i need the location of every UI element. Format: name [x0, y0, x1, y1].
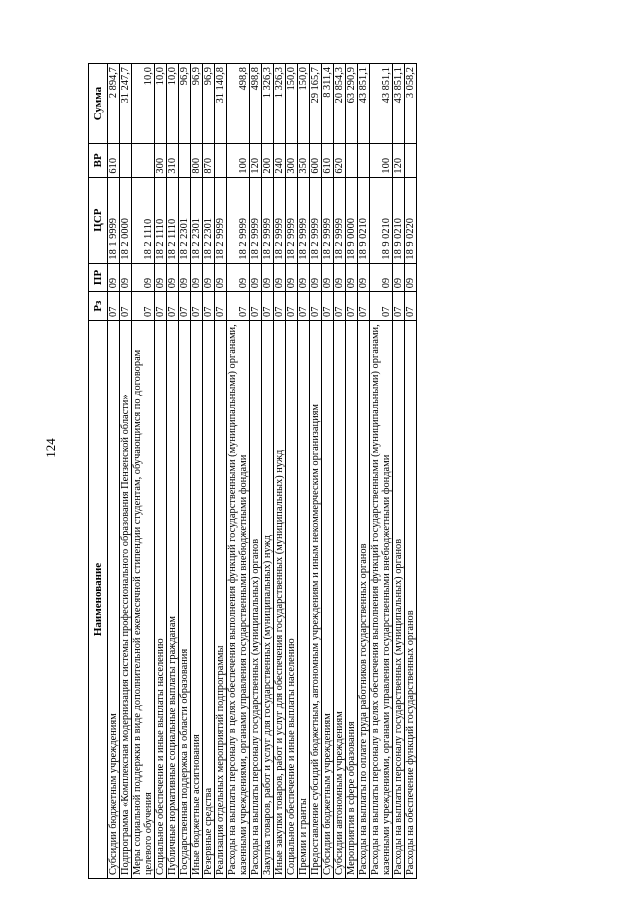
row-name: Публичные нормативные социальные выплаты гражданам [167, 320, 179, 878]
row-sum: 31 140,8 [215, 64, 227, 144]
row-rz: 07 [108, 292, 120, 321]
row-pr: 09 [155, 263, 167, 292]
row-rz: 07 [370, 292, 393, 321]
row-rz: 07 [334, 292, 346, 321]
row-pr: 09 [179, 263, 191, 292]
header-rz: Рз [89, 292, 108, 321]
row-sum: 498,8 [250, 64, 262, 144]
row-rz: 07 [274, 292, 286, 321]
header-vr: ВР [89, 144, 108, 177]
row-rz: 07 [358, 292, 370, 321]
row-vr: 870 [203, 144, 215, 177]
row-name: Расходы на выплаты персоналу государственных (муниципальных) органов [250, 320, 262, 878]
row-csr: 18 2 2301 [191, 177, 203, 263]
row-csr: 18 2 1110 [132, 177, 155, 263]
row-rz: 07 [179, 292, 191, 321]
row-vr: 310 [167, 144, 179, 177]
table-row [322, 64, 334, 879]
row-pr: 09 [393, 263, 405, 292]
table-row [227, 64, 250, 879]
row-name: Расходы на выплаты персоналу государственных (муниципальных) органов [393, 320, 405, 878]
row-csr: 18 2 9999 [227, 177, 250, 263]
row-vr: 610 [108, 144, 120, 177]
row-sum: 1 326,3 [274, 64, 286, 144]
table-row [334, 64, 346, 879]
table-row [167, 64, 179, 879]
row-vr: 600 [310, 144, 322, 177]
table-row [346, 64, 358, 879]
row-sum: 96,9 [203, 64, 215, 144]
row-pr: 09 [203, 263, 215, 292]
row-rz: 07 [405, 292, 417, 321]
row-sum: 10,0 [132, 64, 155, 144]
row-csr: 18 9 0210 [370, 177, 393, 263]
row-sum: 150,0 [286, 64, 298, 144]
table-row [179, 64, 191, 879]
header-pr: ПР [89, 263, 108, 292]
header-name: Наименование [89, 320, 108, 878]
row-pr: 09 [298, 263, 310, 292]
table-row [274, 64, 286, 879]
row-name: Иные закупки товаров, работ и услуг для обеспечения государственных (муниципальных) нужд [274, 320, 286, 878]
header-sum: Сумма [89, 64, 108, 144]
row-sum: 31 247,7 [120, 64, 132, 144]
row-name: Иные бюджетные ассигнования [191, 320, 203, 878]
row-pr: 09 [227, 263, 250, 292]
row-vr [120, 144, 132, 177]
row-rz: 07 [155, 292, 167, 321]
row-sum: 43 851,1 [370, 64, 393, 144]
row-pr: 09 [191, 263, 203, 292]
row-pr: 09 [132, 263, 155, 292]
row-vr [346, 144, 358, 177]
row-name: Резервные средства [203, 320, 215, 878]
row-name: Премии и гранты [298, 320, 310, 878]
row-csr: 18 2 9999 [298, 177, 310, 263]
row-sum: 1 326,3 [262, 64, 274, 144]
row-pr: 09 [358, 263, 370, 292]
row-sum: 150,0 [298, 64, 310, 144]
row-sum: 63 290,9 [346, 64, 358, 144]
row-csr: 18 9 0220 [405, 177, 417, 263]
row-csr: 18 2 9999 [322, 177, 334, 263]
row-pr: 09 [167, 263, 179, 292]
row-csr: 18 9 0210 [358, 177, 370, 263]
row-sum: 10,0 [167, 64, 179, 144]
row-rz: 07 [191, 292, 203, 321]
row-pr: 09 [274, 263, 286, 292]
table-row [203, 64, 215, 879]
row-pr: 09 [322, 263, 334, 292]
row-csr: 18 2 9999 [274, 177, 286, 263]
table-row [370, 64, 393, 879]
row-name: Государственная поддержка в области образования [179, 320, 191, 878]
table-row [250, 64, 262, 879]
row-csr: 18 9 0210 [393, 177, 405, 263]
row-pr: 09 [334, 263, 346, 292]
row-pr: 09 [310, 263, 322, 292]
row-csr: 18 2 9999 [262, 177, 274, 263]
row-csr: 18 2 1110 [167, 177, 179, 263]
budget-table [88, 63, 417, 879]
row-name: Реализация отдельных мероприятий подпрограммы [215, 320, 227, 878]
row-csr: 18 2 1110 [155, 177, 167, 263]
row-vr [358, 144, 370, 177]
row-csr: 18 2 2301 [179, 177, 191, 263]
row-sum: 96,9 [179, 64, 191, 144]
row-vr: 120 [250, 144, 262, 177]
row-vr: 300 [155, 144, 167, 177]
row-name: Меры социальной поддержки в виде дополнительной ежемесячной стипендии студентам, обучающимся по договорам целевого обучения [132, 320, 155, 878]
table-row [108, 64, 120, 879]
row-sum: 2 894,7 [108, 64, 120, 144]
row-vr: 100 [227, 144, 250, 177]
row-pr: 09 [405, 263, 417, 292]
row-rz: 07 [203, 292, 215, 321]
table-row [215, 64, 227, 879]
table-row [405, 64, 417, 879]
row-name: Расходы на выплаты персоналу в целях обеспечения выполнения функций государственными (муниципальными) органами, казенными учреждениями, органами управления государственными внебюджетными фондами [370, 320, 393, 878]
row-name: Расходы на обеспечение функций государственных органов [405, 320, 417, 878]
row-rz: 07 [322, 292, 334, 321]
table-header-row [89, 64, 108, 879]
row-csr: 18 2 9999 [215, 177, 227, 263]
row-name: Расходы на выплаты персоналу в целях обеспечения выполнения функций государственными (муниципальными) органами, казенными учреждениями, органами управления государственными внебюджетными фондами [227, 320, 250, 878]
row-csr: 18 2 9999 [334, 177, 346, 263]
row-vr: 100 [370, 144, 393, 177]
table-row [310, 64, 322, 879]
row-csr: 18 1 9999 [108, 177, 120, 263]
row-sum: 43 851,1 [358, 64, 370, 144]
row-vr [132, 144, 155, 177]
row-sum: 3 058,2 [405, 64, 417, 144]
row-csr: 18 2 9999 [310, 177, 322, 263]
row-sum: 8 311,4 [322, 64, 334, 144]
row-rz: 07 [227, 292, 250, 321]
row-name: Закупка товаров, работ и услуг для государственных (муниципальных) нужд [262, 320, 274, 878]
row-vr [215, 144, 227, 177]
table-row [120, 64, 132, 879]
page-number: 124 [43, 438, 58, 458]
row-sum: 498,8 [227, 64, 250, 144]
row-sum: 10,0 [155, 64, 167, 144]
row-sum: 20 854,3 [334, 64, 346, 144]
row-vr: 350 [298, 144, 310, 177]
row-pr: 09 [108, 263, 120, 292]
table-row [358, 64, 370, 879]
row-sum: 29 165,7 [310, 64, 322, 144]
row-pr: 09 [120, 263, 132, 292]
row-vr: 800 [191, 144, 203, 177]
row-rz: 07 [215, 292, 227, 321]
row-vr: 240 [274, 144, 286, 177]
row-csr: 18 2 2301 [203, 177, 215, 263]
table-row [393, 64, 405, 879]
row-vr: 610 [322, 144, 334, 177]
row-name: Социальное обеспечение и иные выплаты населению [155, 320, 167, 878]
row-rz: 07 [346, 292, 358, 321]
row-rz: 07 [120, 292, 132, 321]
header-csr: ЦСР [89, 177, 108, 263]
row-pr: 09 [346, 263, 358, 292]
row-pr: 09 [370, 263, 393, 292]
row-pr: 09 [215, 263, 227, 292]
table-row [191, 64, 203, 879]
row-vr: 120 [393, 144, 405, 177]
row-sum: 43 851,1 [393, 64, 405, 144]
row-csr: 18 2 9999 [250, 177, 262, 263]
row-rz: 07 [262, 292, 274, 321]
row-name: Предоставление субсидий бюджетным, автономным учреждениям и иным некоммерческим организациям [310, 320, 322, 878]
row-name: Субсидии автономным учреждениям [334, 320, 346, 878]
table-row [298, 64, 310, 879]
row-rz: 07 [132, 292, 155, 321]
row-vr: 620 [334, 144, 346, 177]
row-name: Субсидии бюджетным учреждениям [108, 320, 120, 878]
row-pr: 09 [286, 263, 298, 292]
row-pr: 09 [250, 263, 262, 292]
row-name: Субсидии бюджетным учреждениям [322, 320, 334, 878]
row-rz: 07 [167, 292, 179, 321]
row-pr: 09 [262, 263, 274, 292]
table-row [286, 64, 298, 879]
table-row [262, 64, 274, 879]
row-vr [179, 144, 191, 177]
table-row [132, 64, 155, 879]
row-csr: 18 9 0000 [346, 177, 358, 263]
row-vr: 300 [286, 144, 298, 177]
row-vr: 200 [262, 144, 274, 177]
table-row [155, 64, 167, 879]
table-body [108, 64, 417, 879]
row-name: Подпрограмма «Комплексная модернизация системы профессионального образования Пензенской области» [120, 320, 132, 878]
row-rz: 07 [286, 292, 298, 321]
row-rz: 07 [250, 292, 262, 321]
row-rz: 07 [310, 292, 322, 321]
row-sum: 96,9 [191, 64, 203, 144]
row-name: Социальное обеспечение и иные выплаты населению [286, 320, 298, 878]
rotated-page-content [80, 40, 628, 905]
row-rz: 07 [298, 292, 310, 321]
row-rz: 07 [393, 292, 405, 321]
row-csr: 18 2 9999 [286, 177, 298, 263]
row-name: Расходы на выплаты по оплате труда работников государственных органов [358, 320, 370, 878]
row-csr: 18 2 0000 [120, 177, 132, 263]
row-vr [405, 144, 417, 177]
row-name: Мероприятия в сфере образования [346, 320, 358, 878]
